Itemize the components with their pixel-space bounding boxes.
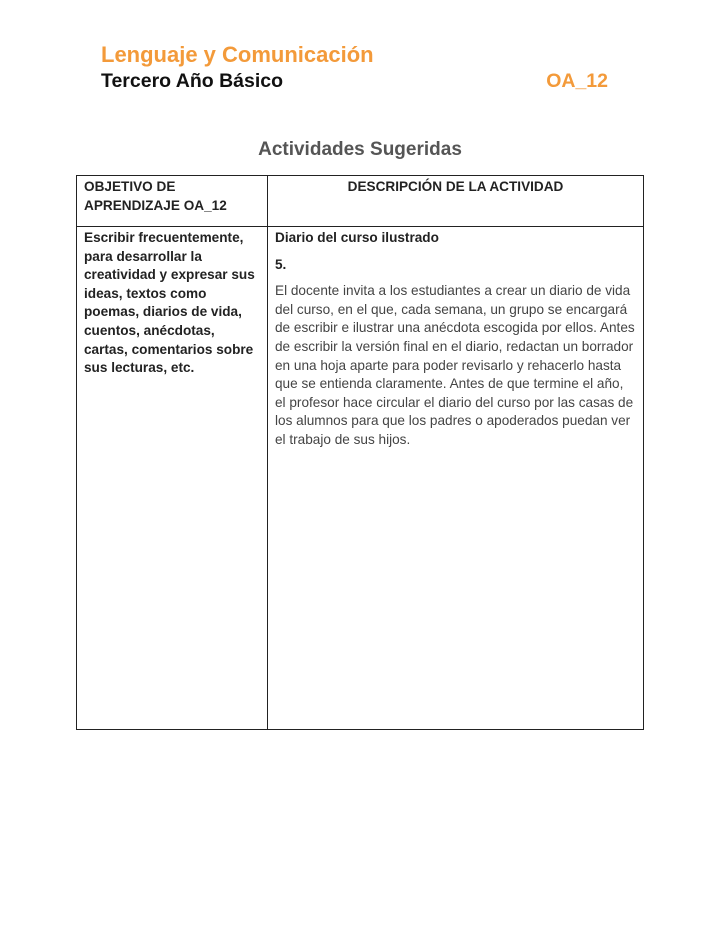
activity-description: El docente invita a los estudiantes a crear un diario de vida del curso, en el que, cada semana, un grupo se encargará de escribir e ilustrar una anécdota escogida por ellos. Antes de escribir la versión final en el diario, redactan un borrador en una hoja aparte para poder revisarlo y rehacerlo hasta que se entienda claramente. Antes de que termine el año, el profesor hace circular el diario del curso por las casas de los alumnos para que los padres o apoderados puedan ver el trabajo de sus hijos. — [275, 283, 635, 447]
objective-cell — [77, 227, 268, 730]
activity-name: Diario del curso ilustrado — [275, 230, 439, 245]
section-title: Actividades Sugeridas — [258, 139, 462, 160]
objective-column-header: OBJETIVO DE APRENDIZAJE OA_12 — [77, 176, 268, 227]
table-row — [77, 227, 644, 730]
subject-title: Lenguaje y Comunicación — [101, 42, 374, 67]
activities-table — [76, 175, 644, 730]
objective-text: Escribir frecuentemente, para desarrollar la creatividad y expresar sus ideas, textos como poemas, diarios de vida, cuentos, anécdotas, cartas, comentarios sobre sus lecturas, etc. — [84, 230, 255, 376]
course-title: Tercero Año Básico — [101, 70, 284, 92]
objective-code: OA_12 — [546, 70, 608, 92]
description-cell — [268, 227, 644, 730]
description-column-header: DESCRIPCIÓN DE LA ACTIVIDAD — [268, 176, 644, 227]
table-header-row — [77, 176, 644, 227]
activity-number: 5. — [275, 256, 287, 272]
